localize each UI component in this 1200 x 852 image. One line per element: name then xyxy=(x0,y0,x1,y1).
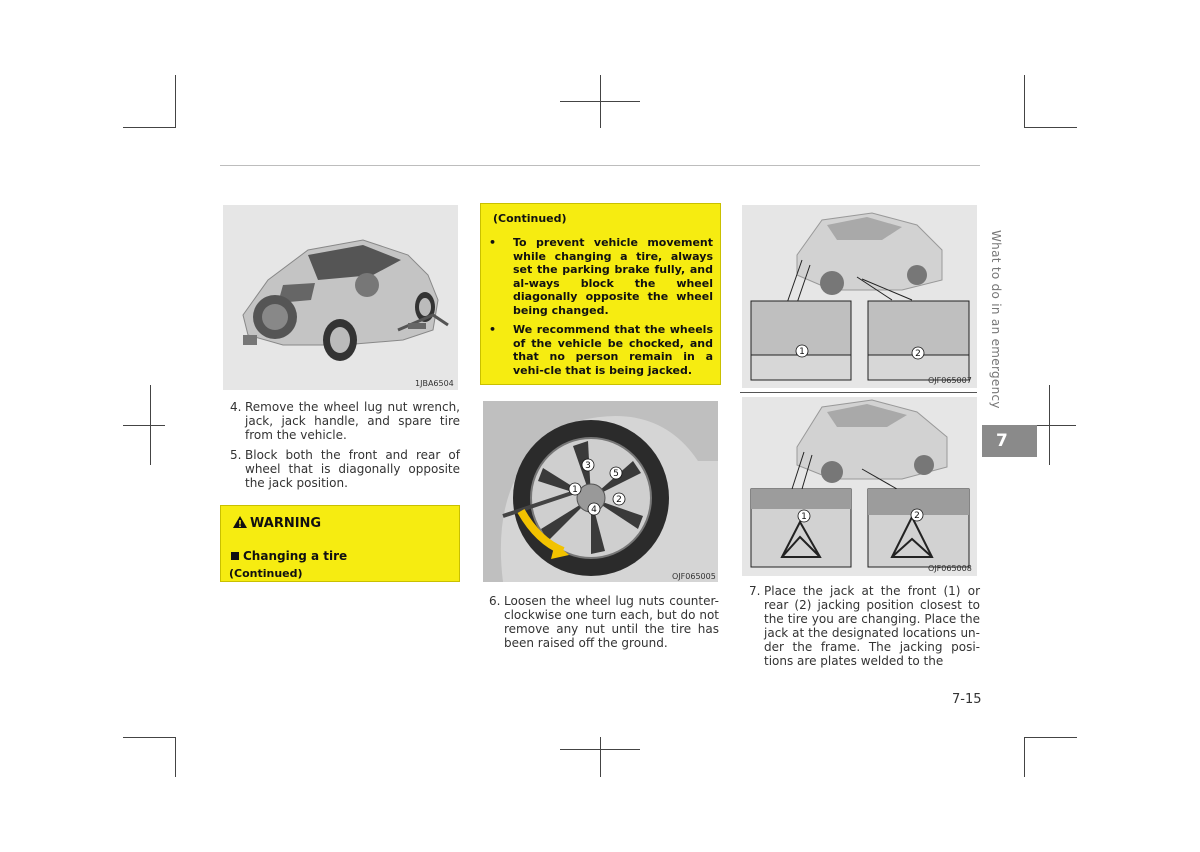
bullet-item: • To prevent vehicle movement while changing a tire, always set the parking brake fully, and al-ways block the wheel diagonally opposite the wheel being changed. xyxy=(489,236,713,317)
wheel-lug-nuts-figure xyxy=(483,401,718,582)
warning-subtitle: Changing a tire xyxy=(231,549,347,563)
lug-label-3: 3 xyxy=(585,461,591,471)
warning-title: WARNING xyxy=(233,516,321,531)
crop-mark xyxy=(600,737,601,777)
jack-point-label-1: 1 xyxy=(799,347,805,357)
crop-mark xyxy=(1024,737,1077,738)
crop-mark xyxy=(600,75,601,128)
figure-code: OJF065008 xyxy=(928,564,972,573)
crop-mark xyxy=(123,737,176,738)
jacking-points-illustration xyxy=(742,205,977,388)
figure-separator xyxy=(740,392,977,393)
continued-warning-box xyxy=(480,203,721,385)
jack-positions-illustration xyxy=(742,397,977,576)
jacking-points-figure xyxy=(742,205,977,388)
figure-code: 1JBA6504 xyxy=(415,379,454,388)
page-number: 7-15 xyxy=(952,692,982,707)
crop-mark xyxy=(175,75,176,128)
step-4: 4. Remove the wheel lug nut wrench, jack, jack handle, and spare tire from the vehicle. xyxy=(230,400,460,442)
square-bullet-icon xyxy=(231,552,239,560)
jack-positions-figure xyxy=(742,397,977,576)
crop-mark xyxy=(175,737,176,777)
lug-label-5: 5 xyxy=(613,469,619,479)
jack-point-label-2: 2 xyxy=(915,349,921,359)
continued-title: (Continued) xyxy=(493,212,567,225)
warning-box xyxy=(220,505,460,582)
crop-mark xyxy=(1049,385,1050,465)
warning-triangle-icon xyxy=(233,516,247,528)
step-6: 6. Loosen the wheel lug nuts counter-clockwise one turn each, but do not remove any nut until the tire has been raised off the ground. xyxy=(489,594,719,650)
crop-mark xyxy=(1024,737,1025,777)
step-5: 5. Block both the front and rear of wheel that is diagonally opposite the jack position. xyxy=(230,448,460,490)
figure-code: OJF065007 xyxy=(928,376,972,385)
figure-code: OJF065005 xyxy=(672,572,716,581)
step-7: 7. Place the jack at the front (1) or rear (2) jacking position closest to the tire you are changing. Place the jack at the designated locations un-der the frame. The jacking posi-tions are plates welded to the xyxy=(749,584,980,668)
jack-label-2: 2 xyxy=(914,511,920,521)
chapter-tab: 7 xyxy=(982,425,1037,457)
crop-mark xyxy=(123,425,165,426)
header-rule xyxy=(220,165,980,166)
car-jack-kit-figure xyxy=(223,205,458,390)
wheel-illustration xyxy=(483,401,718,582)
bullet-item: • We recommend that the wheels of the vehicle be chocked, and that no person remain in a vehi-cle that is being jacked. xyxy=(489,323,713,377)
crop-mark xyxy=(1024,75,1025,128)
crop-mark xyxy=(1024,127,1077,128)
lug-label-1: 1 xyxy=(572,485,578,495)
jack-label-1: 1 xyxy=(801,512,807,522)
section-title: What to do in an emergency xyxy=(989,230,1003,409)
crop-mark xyxy=(1036,425,1076,426)
lug-label-4: 4 xyxy=(591,505,597,515)
crop-mark xyxy=(150,385,151,465)
warning-continued: (Continued) xyxy=(229,567,303,580)
crop-mark xyxy=(123,127,176,128)
lug-label-2: 2 xyxy=(616,495,622,505)
car-illustration xyxy=(223,205,458,390)
